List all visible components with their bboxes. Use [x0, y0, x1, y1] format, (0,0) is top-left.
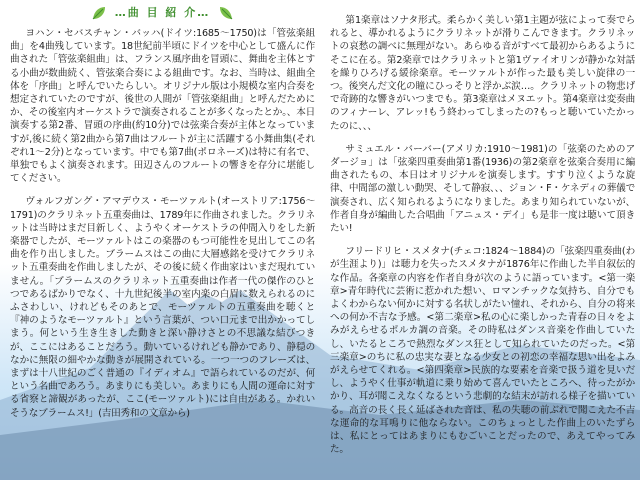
leaf-icon — [91, 5, 107, 21]
page-title: …曲 目 紹 介… — [114, 6, 211, 20]
mozart-paragraph: ヴォルフガング・アマデウス・モーツァルト(オーストリア:1756～1791)のクラリネット五重奏曲は、1789年に作曲されました。クラリネットは当時はまだ目新しく、ようやくオーケストラの仲間入りをした新楽器でしたが、モーツァルトはこの楽器のもつ可能性を見出してこの名曲を作り出しました。ブラームスはこの曲に大層感銘を受けてクラリネット五重奏曲を作曲しましたが、その後に続く作曲家はいまだ現れていません。「ブラームスのクラリネット五重奏曲は作者一代の傑作のひとつであるばかりでなく、十九世紀後半の室内楽の白眉に数えられるのにふさわしい、けれどもそのあとで、モーツァルトの五重奏曲を聴くと『神のようなモーツァルト』という言葉が、つい口元まで出かかってしまう。何という生き生きした動きと深い静けさとの不思議な結びつきが、ここにはあることだろう。動いているけれども静かであり、静穏のなかに無限の細やかな動きが展開されている。一つ一つのフレーズは、まずは十八世紀のごく普通の『イディオム』で語られているのだが、何という名曲であろう。あまりにも美しい。あまりにも人間の運命に対する省察と諦観があったが、ここ(モーツァルト)には自由がある。かれいそうなブラームス!」(吉田秀和の文章から) — [10, 196, 315, 419]
leaf-icon — [218, 5, 234, 21]
left-column — [10, 0, 315, 480]
bach-paragraph: ヨハン・セバスチャン・バッハ(ドイツ:1685～1750)は「管弦楽組曲」を4曲残しています。18世紀前半頃にドイツを中心として盛んに作曲された「管弦楽組曲」は、フランス風序曲を冒頭に、舞曲を主体とする小曲が数曲続く、管弦楽合奏による組曲です。なお、当時は、組曲全体を「序曲」と呼んでいたらしい。オリジナル版は小規模な室内合奏を想定されていたのですが、後世の人間が「管弦楽組曲」と呼んだためにか、その後室内オーケストラで演奏されることが多くなったとか。、本日演奏する第2番、冒頭の序曲(約10分)では弦楽合奏が主体となっていますが,後に続く第2曲から第7曲はフルートが主に活躍する小舞曲集(それぞれ1～2分)となっています。中でも第7曲(ポロネーズ)は特に有名で、単独でもよく演奏されます。田辺さんのフルートの響きを存分に堪能してください。 — [10, 28, 315, 185]
smetana-paragraph: フリードリヒ・スメタナ(チェコ:1824～1884)の「弦楽四重奏曲(わが生涯より)」は聴力を失ったスメタナが1876年に作曲した半自叙伝的な作品。各楽章の内容を作者自身が次のように語っています。<第一楽章>青年時代に芸術に惹かれた想い、ロマンチックな気持ち、自分でもよくわからない何かに対する名状しがたい憧れ、それから、自分の将来への何か不吉な予感。<第二楽章>私の心に楽しかった青春の日々をよみがえらせるポルカ調の音楽。その時私はダンス音楽を作曲していたし、いたるところで熱烈なダンス狂として知られていたのだった。<第三楽章>のちに私の忠実な妻となる少女との初恋の幸福な思い出をよみがえらせてくれる。<第四楽章>民族的な要素を音楽で扱う道を見いだし、ようやく仕事が軌道に乗り始めて喜んでいたところへ、待ったがかかり、耳が聞こえなくなるという悲劇的な結末が訪れる様子を描いている。高音の長く長く延ばされた音は、私の失聴の前ぶれで聞こえた不吉な運命的な耳鳴りに他ならない。このちょっとした作曲上のいたずらは、私にとってはあまりにもむごいことだったので、あえてやってみた。 — [330, 246, 635, 456]
right-column — [330, 14, 635, 494]
section-title — [10, 2, 315, 24]
barber-paragraph: サミュエル・バーバー(アメリカ:1910～1981)の「弦楽のためのアダージョ」は「弦楽四重奏曲第1番(1936)の第2楽章を弦楽合奏用に編曲されたもの、本日はオリジナルを演奏します。すすり泣くような旋律、中間部の激しい動哭、そして静寂、、、ジョン・F・ケネディの葬儀で演奏され、広く知られるようになりました。あまり知られていないが、作者自身が編曲した合唱曲「アニュス・デイ」も是非一度は聴いて頂きたい! — [330, 143, 635, 235]
mozart-movements-paragraph: 第1楽章はソナタ形式。柔らかく美しい第1主題が弦によって奏でられると、導かれるようにクラリネットが滑りこんできます。クラリネットの哀愁の調べに無理がない。あらゆる音がすべて最初からあるようにそこに在る。第2楽章ではクラリネットと第1ヴァイオリンが静かな対話を繰りひろげる緩徐楽章。モーツァルトが作った最も美しい旋律の一つ。後突んだ文化の瞳にひっそりと浮かぶ涙…。クラリネットの物悲げで奇跡的な響きがいつまでも。第3楽章はメヌエット。第4楽章は変奏曲のフィナーレ、アレッ!もう終わってしまったの?もっと聴いていたかったのに、、、 — [330, 15, 635, 132]
